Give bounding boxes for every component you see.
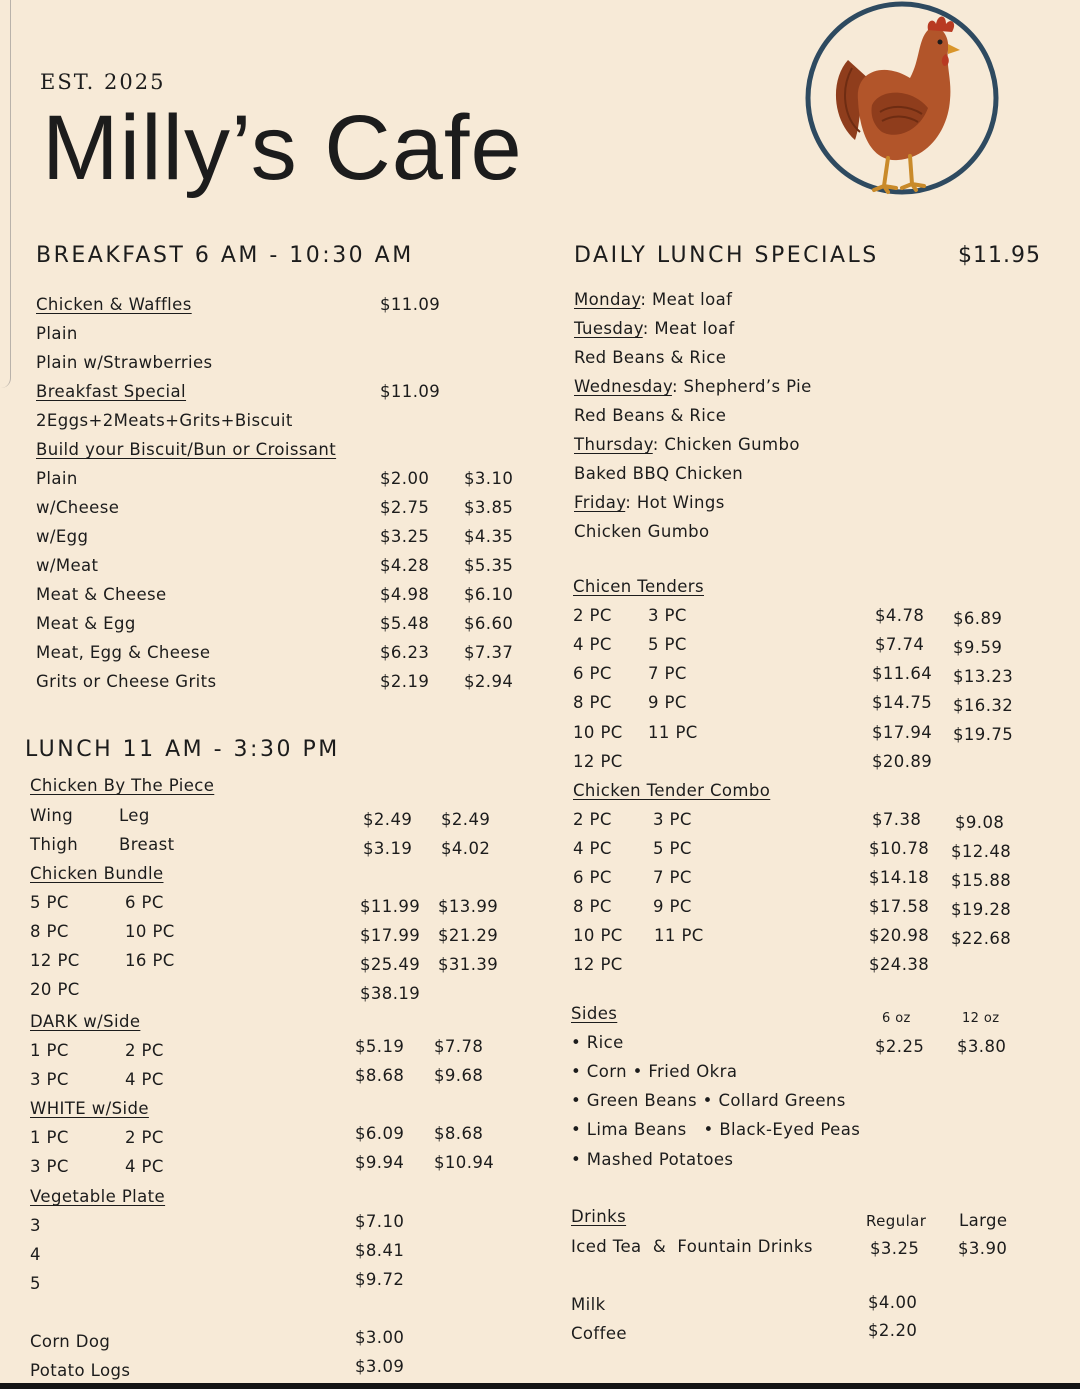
combo-price-alt: $22.68 bbox=[951, 929, 1012, 948]
special-item: Red Beans & Rice bbox=[574, 406, 727, 425]
drink-name: Coffee bbox=[571, 1324, 627, 1343]
side-item: • Lima Beans • Black-Eyed Peas bbox=[571, 1120, 861, 1139]
lunch-item-name: 8 PC bbox=[30, 922, 69, 941]
lunch-category-label: Vegetable Plate bbox=[30, 1187, 166, 1206]
hen-logo-icon bbox=[800, 0, 1005, 200]
combo-price-alt: $19.28 bbox=[951, 900, 1012, 919]
lunch-heading: LUNCH 11 AM - 3:30 PM bbox=[25, 737, 340, 762]
drink-name: Milk bbox=[571, 1295, 606, 1314]
combo-size: 4 PC bbox=[573, 839, 612, 858]
lunch-item-price-alt: $31.39 bbox=[438, 955, 499, 974]
combo-size-alt: 5 PC bbox=[653, 839, 692, 858]
sides-price-small: $2.25 bbox=[875, 1037, 925, 1056]
lunch-item-name: 1 PC bbox=[30, 1128, 69, 1147]
tenders-price-alt: $13.23 bbox=[953, 667, 1014, 686]
breakfast-item-price: $11.09 bbox=[380, 295, 441, 314]
lunch-item-price-alt: $7.78 bbox=[434, 1037, 484, 1056]
combo-price-alt: $9.08 bbox=[955, 813, 1005, 832]
combo-size-alt: 11 PC bbox=[654, 926, 704, 945]
specials-heading: DAILY LUNCH SPECIALS bbox=[574, 243, 879, 268]
breakfast-item-name: Grits or Cheese Grits bbox=[36, 672, 217, 691]
lunch-item-name-alt: 4 PC bbox=[125, 1157, 164, 1176]
lunch-item-price: $9.94 bbox=[355, 1153, 405, 1172]
tenders-price-alt: $9.59 bbox=[953, 638, 1003, 657]
cafe-title: Milly’s Cafe bbox=[42, 97, 523, 199]
special-item: Meat loaf bbox=[651, 290, 733, 309]
lunch-item-name-alt: 6 PC bbox=[125, 893, 164, 912]
tenders-price-alt: $16.32 bbox=[953, 696, 1014, 715]
specials-price: $11.95 bbox=[958, 243, 1041, 268]
lunch-item-price-alt: $8.68 bbox=[434, 1124, 484, 1143]
combo-size-alt: 7 PC bbox=[653, 868, 692, 887]
side-item: • Mashed Potatoes bbox=[571, 1150, 734, 1169]
tenders-size: 6 PC bbox=[573, 664, 612, 683]
breakfast-item-price: $3.25 bbox=[380, 527, 430, 546]
lunch-item-price: $7.10 bbox=[355, 1212, 405, 1231]
breakfast-item-price: $6.23 bbox=[380, 643, 430, 662]
lunch-item-price: $11.99 bbox=[360, 897, 421, 916]
tenders-size: 2 PC bbox=[573, 606, 612, 625]
breakfast-item-name: w/Cheese bbox=[36, 498, 120, 517]
lunch-item-price: $25.49 bbox=[360, 955, 421, 974]
tenders-size-alt: 5 PC bbox=[648, 635, 687, 654]
combo-price-alt: $12.48 bbox=[951, 842, 1012, 861]
tenders-heading: Chicen Tenders bbox=[573, 577, 704, 596]
lunch-item-price: $9.72 bbox=[355, 1270, 405, 1289]
lunch-category-label: Chicken Bundle bbox=[30, 864, 164, 883]
breakfast-item-name: Chicken & Waffles bbox=[36, 295, 192, 314]
special-item: Hot Wings bbox=[636, 493, 725, 512]
special-item: Shepherd’s Pie bbox=[683, 377, 812, 396]
special-day: Friday bbox=[574, 493, 626, 512]
breakfast-item-price-large: $3.10 bbox=[464, 469, 514, 488]
breakfast-item-name: Plain w/Strawberries bbox=[36, 353, 213, 372]
tenders-price: $14.75 bbox=[872, 693, 933, 712]
special-row: Monday: Meat loaf bbox=[574, 290, 733, 309]
drink-price-regular: $3.25 bbox=[870, 1239, 920, 1258]
special-row bbox=[574, 350, 726, 367]
lunch-item-price: $8.68 bbox=[355, 1066, 405, 1085]
drink-price-regular: $4.00 bbox=[868, 1293, 918, 1312]
breakfast-item-price-large: $3.85 bbox=[464, 498, 514, 517]
breakfast-item-price-large: $4.35 bbox=[464, 527, 514, 546]
page-edge-border bbox=[0, 0, 11, 388]
tenders-price: $20.89 bbox=[872, 752, 933, 771]
special-row bbox=[574, 524, 710, 541]
side-item: • Corn • Fried Okra bbox=[571, 1062, 738, 1081]
lunch-item-price-alt: $21.29 bbox=[438, 926, 499, 945]
tenders-size-alt: 7 PC bbox=[648, 664, 687, 683]
bottom-bar bbox=[0, 1383, 1080, 1389]
lunch-item-name: 20 PC bbox=[30, 980, 80, 999]
combo-price: $7.38 bbox=[872, 810, 922, 829]
lunch-item-name-alt: 16 PC bbox=[125, 951, 175, 970]
sides-heading: Sides bbox=[571, 1004, 618, 1023]
side-item: • Rice bbox=[571, 1033, 624, 1052]
tenders-size: 8 PC bbox=[573, 693, 612, 712]
lunch-category-label: WHITE w/Side bbox=[30, 1099, 149, 1118]
lunch-item-price: $38.19 bbox=[360, 984, 421, 1003]
lunch-item-price-alt: $10.94 bbox=[434, 1153, 495, 1172]
breakfast-item-name: Plain bbox=[36, 469, 78, 488]
breakfast-item-price-large: $6.60 bbox=[464, 614, 514, 633]
special-day: Wednesday bbox=[574, 377, 672, 396]
combo-heading: Chicken Tender Combo bbox=[573, 781, 771, 800]
special-row: Friday: Hot Wings bbox=[574, 493, 725, 512]
tenders-price: $4.78 bbox=[875, 606, 925, 625]
breakfast-item-name: Meat, Egg & Cheese bbox=[36, 643, 211, 662]
lunch-item-name: 5 bbox=[30, 1274, 41, 1293]
breakfast-item-name: Meat & Cheese bbox=[36, 585, 167, 604]
breakfast-item-price: $11.09 bbox=[380, 382, 441, 401]
lunch-item-name-alt: Breast bbox=[119, 835, 175, 854]
lunch-item-name: 3 PC bbox=[30, 1070, 69, 1089]
breakfast-item-price: $2.75 bbox=[380, 498, 430, 517]
tenders-price-alt: $6.89 bbox=[953, 609, 1003, 628]
special-item: Baked BBQ Chicken bbox=[574, 464, 744, 483]
special-item: Chicken Gumbo bbox=[664, 435, 800, 454]
tenders-size-alt: 9 PC bbox=[648, 693, 687, 712]
lunch-item-name-alt: Leg bbox=[119, 806, 150, 825]
lunch-item-price: $17.99 bbox=[360, 926, 421, 945]
special-day: Thursday bbox=[574, 435, 653, 454]
lunch-item-name-alt: 2 PC bbox=[125, 1128, 164, 1147]
lunch-item-price: $8.41 bbox=[355, 1241, 405, 1260]
breakfast-item-name: Plain bbox=[36, 324, 78, 343]
lunch-item-name-alt: 2 PC bbox=[125, 1041, 164, 1060]
special-row bbox=[574, 466, 743, 483]
combo-size: 8 PC bbox=[573, 897, 612, 916]
lunch-item-price-alt: $13.99 bbox=[438, 897, 499, 916]
lunch-item-name: Corn Dog bbox=[30, 1332, 111, 1351]
sides-size-large: 12 oz bbox=[962, 1011, 1000, 1026]
breakfast-item-name: Breakfast Special bbox=[36, 382, 187, 401]
combo-size: 10 PC bbox=[573, 926, 623, 945]
lunch-item-price: $3.19 bbox=[363, 839, 413, 858]
breakfast-item-name: w/Meat bbox=[36, 556, 99, 575]
tenders-size-alt: 11 PC bbox=[648, 723, 698, 742]
lunch-item-name-alt: 10 PC bbox=[125, 922, 175, 941]
breakfast-item-price: $4.98 bbox=[380, 585, 430, 604]
combo-price: $24.38 bbox=[869, 955, 930, 974]
lunch-item-price: $5.19 bbox=[355, 1037, 405, 1056]
combo-price: $10.78 bbox=[869, 839, 930, 858]
sides-size-small: 6 oz bbox=[882, 1011, 911, 1026]
combo-size-alt: 3 PC bbox=[653, 810, 692, 829]
tenders-price: $7.74 bbox=[875, 635, 925, 654]
lunch-item-name: 5 PC bbox=[30, 893, 69, 912]
combo-price: $14.18 bbox=[869, 868, 930, 887]
lunch-item-name: 4 bbox=[30, 1245, 41, 1264]
special-row bbox=[574, 408, 726, 425]
special-day: Monday bbox=[574, 290, 641, 309]
lunch-category-label: Chicken By The Piece bbox=[30, 776, 215, 795]
breakfast-item-name: 2Eggs+2Meats+Grits+Biscuit bbox=[36, 411, 293, 430]
side-item: • Green Beans • Collard Greens bbox=[571, 1091, 846, 1110]
breakfast-item-price-large: $7.37 bbox=[464, 643, 514, 662]
tenders-price-alt: $19.75 bbox=[953, 725, 1014, 744]
drink-price-large: $3.90 bbox=[958, 1239, 1008, 1258]
combo-price: $20.98 bbox=[869, 926, 930, 945]
lunch-item-name: 12 PC bbox=[30, 951, 80, 970]
established-label: EST. 2025 bbox=[40, 70, 166, 94]
drink-name: Iced Tea & Fountain Drinks bbox=[571, 1237, 813, 1256]
breakfast-item-price: $4.28 bbox=[380, 556, 430, 575]
breakfast-item-price: $2.19 bbox=[380, 672, 430, 691]
breakfast-item-price-large: $5.35 bbox=[464, 556, 514, 575]
tenders-price: $11.64 bbox=[872, 664, 933, 683]
tenders-price: $17.94 bbox=[872, 723, 933, 742]
drinks-heading: Drinks bbox=[571, 1207, 627, 1226]
lunch-item-price: $3.09 bbox=[355, 1357, 405, 1376]
breakfast-heading: BREAKFAST 6 AM - 10:30 AM bbox=[36, 243, 414, 268]
lunch-item-name: Thigh bbox=[30, 835, 79, 854]
breakfast-item-price: $2.00 bbox=[380, 469, 430, 488]
combo-size: 2 PC bbox=[573, 810, 612, 829]
breakfast-item-name: Build your Biscuit/Bun or Croissant bbox=[36, 440, 337, 459]
combo-price: $17.58 bbox=[869, 897, 930, 916]
breakfast-item-name: w/Egg bbox=[36, 527, 89, 546]
lunch-item-name: Wing bbox=[30, 806, 74, 825]
combo-price-alt: $15.88 bbox=[951, 871, 1012, 890]
special-row: Wednesday: Shepherd’s Pie bbox=[574, 377, 812, 396]
lunch-item-price-alt: $2.49 bbox=[441, 810, 491, 829]
lunch-item-name: 1 PC bbox=[30, 1041, 69, 1060]
combo-size: 12 PC bbox=[573, 955, 623, 974]
lunch-item-price: $2.49 bbox=[363, 810, 413, 829]
special-item: Meat loaf bbox=[654, 319, 735, 338]
breakfast-item-price-large: $2.94 bbox=[464, 672, 514, 691]
tenders-size: 12 PC bbox=[573, 752, 623, 771]
lunch-item-price-alt: $4.02 bbox=[441, 839, 491, 858]
breakfast-item-price: $5.48 bbox=[380, 614, 430, 633]
special-item: Red Beans & Rice bbox=[574, 348, 727, 367]
tenders-size: 10 PC bbox=[573, 723, 623, 742]
lunch-item-name: Potato Logs bbox=[30, 1361, 131, 1380]
special-row: Tuesday: Meat loaf bbox=[574, 319, 735, 338]
breakfast-item-name: Meat & Egg bbox=[36, 614, 136, 633]
special-row: Thursday: Chicken Gumbo bbox=[574, 435, 800, 454]
drinks-col-regular: Regular bbox=[866, 1212, 927, 1230]
tenders-size-alt: 3 PC bbox=[648, 606, 687, 625]
lunch-item-name: 3 PC bbox=[30, 1157, 69, 1176]
special-item: Chicken Gumbo bbox=[574, 522, 710, 541]
tenders-size: 4 PC bbox=[573, 635, 612, 654]
special-day: Tuesday bbox=[574, 319, 643, 338]
combo-size-alt: 9 PC bbox=[653, 897, 692, 916]
lunch-category-label: DARK w/Side bbox=[30, 1012, 141, 1031]
drinks-col-large: Large bbox=[959, 1211, 1008, 1230]
combo-size: 6 PC bbox=[573, 868, 612, 887]
drink-price-regular: $2.20 bbox=[868, 1321, 918, 1340]
lunch-item-price-alt: $9.68 bbox=[434, 1066, 484, 1085]
sides-price-large: $3.80 bbox=[957, 1037, 1007, 1056]
lunch-item-name-alt: 4 PC bbox=[125, 1070, 164, 1089]
lunch-item-name: 3 bbox=[30, 1216, 41, 1235]
breakfast-item-price-large: $6.10 bbox=[464, 585, 514, 604]
lunch-item-price: $3.00 bbox=[355, 1328, 405, 1347]
lunch-item-price: $6.09 bbox=[355, 1124, 405, 1143]
